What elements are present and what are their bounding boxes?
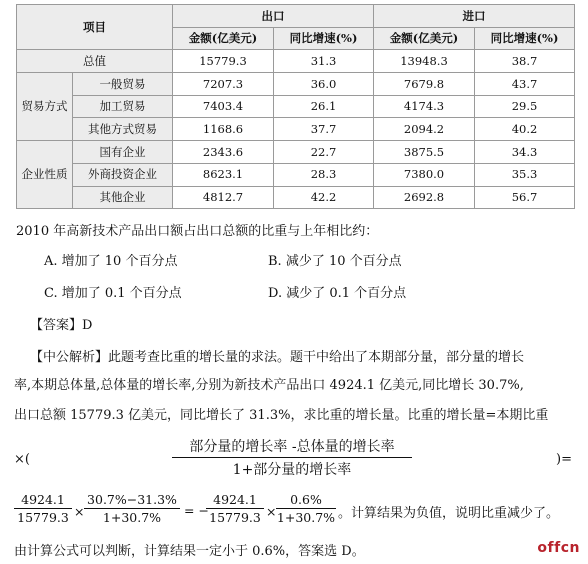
table-cell: 42.2: [274, 186, 374, 209]
table-cell: 43.7: [475, 73, 575, 96]
trade-data-table: [16, 4, 575, 209]
table-cell: 3875.5: [374, 141, 475, 164]
option-c: C. 增加了 0.1 个百分点: [44, 286, 182, 301]
fraction-bar: [14, 508, 72, 509]
analysis-line-3: 出口总额 15779.3 亿美元，同比增长了 31.3%，求比重的增长量。比重的增长量=本期比重: [14, 408, 549, 423]
formula-denominator: 1+部分量的增长率: [232, 462, 352, 478]
table-cell: 35.3: [475, 163, 575, 186]
table-row: [17, 186, 575, 209]
table-cell: 2094.2: [374, 118, 475, 141]
table-cell: 26.1: [274, 95, 374, 118]
row-label: 其他方式贸易: [73, 118, 173, 141]
option-b: B. 减少了 10 个百分点: [268, 254, 402, 269]
table-cell: 7207.3: [173, 73, 274, 96]
fraction-bar: [276, 508, 336, 509]
formula-close: )=: [556, 452, 572, 467]
table-row: [17, 73, 575, 96]
fraction-numerator: 4924.1: [213, 492, 257, 507]
times-sign: ×: [266, 504, 277, 519]
table-cell: 34.3: [475, 141, 575, 164]
table-cell: 2343.6: [173, 141, 274, 164]
row-label: 国有企业: [73, 141, 173, 164]
table-cell: 15779.3: [173, 50, 274, 73]
table-row-total: [17, 50, 575, 73]
option-a: A. 增加了 10 个百分点: [44, 254, 178, 269]
question-text: 2010 年高新技术产品出口额占出口总额的比重与上年相比约：: [16, 224, 379, 239]
row-label: 加工贸易: [73, 95, 173, 118]
row-label: 外商投资企业: [73, 163, 173, 186]
table-cell: 29.5: [475, 95, 575, 118]
fraction-denominator: 15779.3: [209, 510, 261, 525]
fraction-bar: [172, 457, 412, 458]
table-cell: 7679.8: [374, 73, 475, 96]
table-cell: 1168.6: [173, 118, 274, 141]
table-cell: 4174.3: [374, 95, 475, 118]
fraction-bar: [206, 508, 264, 509]
fraction-denominator: 1+30.7%: [276, 510, 336, 525]
calc-conclusion: 。计算结果为负值，说明比重减少了。: [338, 506, 560, 521]
formula-numerator: 部分量的增长率 -总体量的增长率: [189, 439, 395, 455]
fraction-denominator: 1+30.7%: [102, 510, 162, 525]
table-cell: 2692.8: [374, 186, 475, 209]
offcn-logo: offcn: [537, 540, 580, 556]
import-amount-header: 金额(亿美元): [374, 27, 475, 50]
table-cell: 38.7: [475, 50, 575, 73]
table-cell: 36.0: [274, 73, 374, 96]
row-label: 总值: [17, 50, 173, 73]
item-header: 项目: [17, 5, 173, 50]
export-header: 出口: [173, 5, 374, 28]
growth-formula-fraction: [172, 436, 412, 479]
calc-fraction-c: [206, 492, 264, 525]
table-row: [17, 163, 575, 186]
table-cell: 22.7: [274, 141, 374, 164]
times-sign: ×: [74, 504, 85, 519]
calc-fraction-d: [276, 492, 336, 525]
formula-open: ×(: [14, 452, 30, 467]
table-cell: 28.3: [274, 163, 374, 186]
fraction-numerator: 4924.1: [21, 492, 65, 507]
fraction-denominator: 15779.3: [17, 510, 69, 525]
table-cell: 37.7: [274, 118, 374, 141]
table-cell: 13948.3: [374, 50, 475, 73]
fraction-numerator: 0.6%: [290, 492, 322, 507]
answer-label: 【答案】D: [30, 318, 93, 333]
table-cell: 40.2: [475, 118, 575, 141]
calc-fraction-a: [14, 492, 72, 525]
export-amount-header: 金额(亿美元): [173, 27, 274, 50]
calc-fraction-b: [84, 492, 180, 525]
fraction-numerator: 30.7%−31.3%: [87, 492, 177, 507]
category-label: 企业性质: [17, 141, 73, 209]
table-cell: 7403.4: [173, 95, 274, 118]
import-header: 进口: [374, 5, 575, 28]
analysis-line-2: 率,本期总体量,总体量的增长率,分别为新技术产品出口 4924.1 亿美元,同比增长 30.7%,: [14, 378, 524, 393]
table-cell: 7380.0: [374, 163, 475, 186]
table-cell: 8623.1: [173, 163, 274, 186]
analysis-last-line: 由计算公式可以判断，计算结果一定小于 0.6%，答案选 D。: [14, 544, 365, 559]
fraction-bar: [84, 508, 180, 509]
row-label: 一般贸易: [73, 73, 173, 96]
table-row: [17, 95, 575, 118]
table-cell: 31.3: [274, 50, 374, 73]
import-growth-header: 同比增速(%): [475, 27, 575, 50]
equals-minus: = −: [184, 503, 209, 518]
table-row: [17, 141, 575, 164]
analysis-line-1: 【中公解析】此题考查比重的增长量的求法。题干中给出了本期部分量，部分量的增长: [30, 350, 525, 365]
table-cell: 56.7: [475, 186, 575, 209]
export-growth-header: 同比增速(%): [274, 27, 374, 50]
table-cell: 4812.7: [173, 186, 274, 209]
category-label: 贸易方式: [17, 73, 73, 141]
row-label: 其他企业: [73, 186, 173, 209]
option-d: D. 减少了 0.1 个百分点: [268, 286, 407, 301]
table-row: [17, 118, 575, 141]
